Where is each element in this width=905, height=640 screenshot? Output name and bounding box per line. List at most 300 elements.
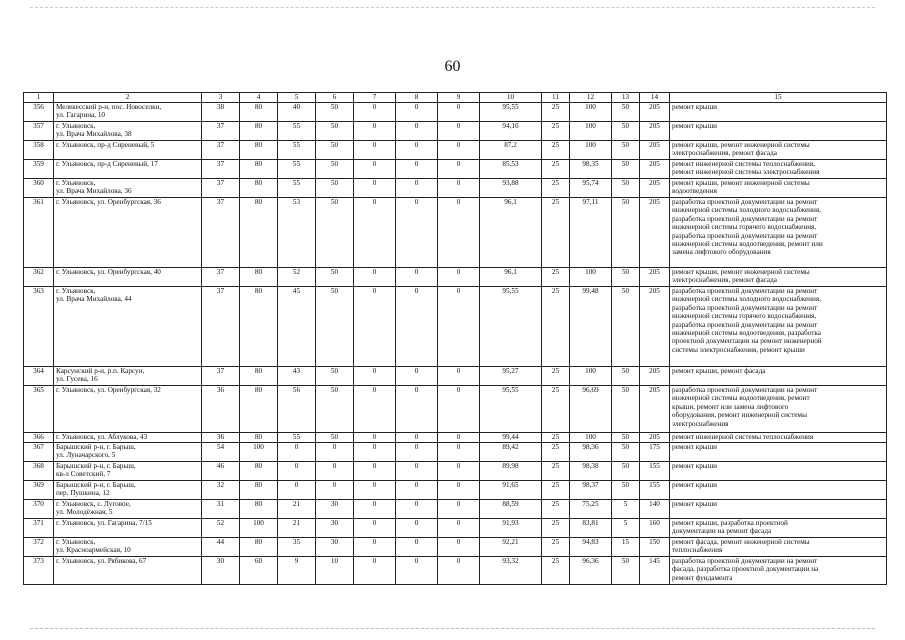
cell-col-4: 80 (240, 160, 278, 179)
cell-col-12: 100 (570, 367, 612, 386)
table-row (24, 500, 887, 519)
cell-col-7: 0 (354, 481, 396, 500)
cell-col-7: 0 (354, 462, 396, 481)
cell-col-14: 175 (640, 443, 670, 462)
cell-col-11: 25 (542, 481, 570, 500)
cell-col-6: 0 (316, 481, 354, 500)
address-cell: Мелекесский р-н, пос. Новоселки, ул. Гагарина, 10 (54, 103, 202, 122)
cell-col-7: 0 (354, 557, 396, 585)
work-type-cell: ремонт инженерной системы теплоснабжения, ремонт инженерной системы электроснабжения (670, 160, 887, 179)
cell-col-10: 95,55 (480, 103, 542, 122)
cell-col-7: 0 (354, 122, 396, 141)
cell-col-5: 21 (278, 519, 316, 538)
cell-col-6: 30 (316, 500, 354, 519)
address-cell: г. Ульяновск, ул. Красноармейская, 10 (54, 538, 202, 557)
work-type-cell: ремонт крыши (670, 500, 887, 519)
cell-col-12: 75,25 (570, 500, 612, 519)
cell-col-4: 80 (240, 433, 278, 443)
cell-col-14: 205 (640, 141, 670, 160)
cell-col-11: 25 (542, 103, 570, 122)
cell-col-5: 35 (278, 538, 316, 557)
table-row (24, 160, 887, 179)
column-header-6: 6 (316, 93, 354, 103)
cell-col-9: 0 (438, 268, 480, 287)
cell-col-3: 37 (202, 367, 240, 386)
table-header (24, 93, 887, 103)
cell-col-14: 205 (640, 367, 670, 386)
cell-col-4: 80 (240, 500, 278, 519)
cell-col-8: 0 (396, 443, 438, 462)
address-cell: Барышский р-н, г. Барыш, кв-л Советский, 7 (54, 462, 202, 481)
cell-col-11: 25 (542, 433, 570, 443)
cell-col-4: 80 (240, 287, 278, 367)
column-header-15: 15 (670, 93, 887, 103)
cell-col-13: 50 (612, 160, 640, 179)
cell-col-10: 91,93 (480, 519, 542, 538)
work-type-cell: ремонт крыши, ремонт инженерной системы водоотведения (670, 179, 887, 198)
cell-col-6: 50 (316, 386, 354, 433)
cell-col-11: 25 (542, 287, 570, 367)
cell-col-10: 85,53 (480, 160, 542, 179)
cell-col-3: 36 (202, 386, 240, 433)
cell-col-7: 0 (354, 367, 396, 386)
address-cell: г. Ульяновск, ул. Оренбургская, 40 (54, 268, 202, 287)
cell-col-7: 0 (354, 268, 396, 287)
cell-col-9: 0 (438, 386, 480, 433)
cell-col-4: 80 (240, 462, 278, 481)
address-cell: г. Ульяновск, ул. Оренбургская, 36 (54, 198, 202, 268)
cell-col-7: 0 (354, 386, 396, 433)
cell-col-5: 55 (278, 141, 316, 160)
cell-col-3: 37 (202, 198, 240, 268)
address-cell: г. Ульяновск, ул. Рябикова, 67 (54, 557, 202, 585)
table-row (24, 481, 887, 500)
cell-col-6: 30 (316, 519, 354, 538)
cell-col-10: 92,21 (480, 538, 542, 557)
cell-col-5: 0 (278, 481, 316, 500)
table-row (24, 198, 887, 268)
cell-col-12: 98,36 (570, 443, 612, 462)
cell-col-11: 25 (542, 519, 570, 538)
cell-col-10: 93,32 (480, 557, 542, 585)
cell-col-6: 50 (316, 103, 354, 122)
cell-col-3: 37 (202, 160, 240, 179)
cell-col-12: 98,38 (570, 462, 612, 481)
cell-col-11: 25 (542, 367, 570, 386)
cell-col-3: 37 (202, 268, 240, 287)
row-number-cell: 373 (24, 557, 54, 585)
cell-col-5: 56 (278, 386, 316, 433)
row-number-cell: 367 (24, 443, 54, 462)
cell-col-12: 97,11 (570, 198, 612, 268)
cell-col-4: 80 (240, 268, 278, 287)
cell-col-14: 205 (640, 103, 670, 122)
cell-col-10: 95,55 (480, 386, 542, 433)
cell-col-5: 9 (278, 557, 316, 585)
work-type-cell: ремонт крыши (670, 481, 887, 500)
cell-col-5: 55 (278, 122, 316, 141)
cell-col-14: 205 (640, 179, 670, 198)
cell-col-14: 205 (640, 198, 670, 268)
cell-col-10: 93,88 (480, 179, 542, 198)
scan-edge-bottom (30, 628, 875, 629)
cell-col-10: 96,1 (480, 198, 542, 268)
cell-col-13: 50 (612, 462, 640, 481)
cell-col-14: 205 (640, 287, 670, 367)
cell-col-6: 50 (316, 160, 354, 179)
cell-col-3: 54 (202, 443, 240, 462)
cell-col-9: 0 (438, 367, 480, 386)
cell-col-12: 96,69 (570, 386, 612, 433)
cell-col-3: 30 (202, 557, 240, 585)
work-type-cell: ремонт крыши (670, 462, 887, 481)
column-header-2: 2 (54, 93, 202, 103)
cell-col-12: 100 (570, 141, 612, 160)
cell-col-9: 0 (438, 557, 480, 585)
column-header-9: 9 (438, 93, 480, 103)
cell-col-6: 50 (316, 367, 354, 386)
column-header-11: 11 (542, 93, 570, 103)
cell-col-8: 0 (396, 122, 438, 141)
cell-col-9: 0 (438, 122, 480, 141)
cell-col-12: 94,83 (570, 538, 612, 557)
address-cell: г. Ульяновск, ул. Врача Михайлова, 38 (54, 122, 202, 141)
work-type-cell: ремонт крыши (670, 122, 887, 141)
cell-col-11: 25 (542, 268, 570, 287)
cell-col-3: 37 (202, 287, 240, 367)
cell-col-5: 53 (278, 198, 316, 268)
cell-col-9: 0 (438, 103, 480, 122)
page-number: 60 (444, 58, 461, 75)
cell-col-14: 205 (640, 122, 670, 141)
cell-col-3: 44 (202, 538, 240, 557)
cell-col-13: 50 (612, 141, 640, 160)
cell-col-4: 80 (240, 386, 278, 433)
cell-col-8: 0 (396, 538, 438, 557)
work-type-cell: разработка проектной документации на ремонт фасада, разработка проектной документации на ремонт фундамента (670, 557, 887, 585)
row-number-cell: 364 (24, 367, 54, 386)
row-number-cell: 362 (24, 268, 54, 287)
repair-schedule-table (23, 92, 887, 585)
table-body (24, 103, 887, 585)
row-number-cell: 359 (24, 160, 54, 179)
cell-col-6: 50 (316, 433, 354, 443)
cell-col-4: 80 (240, 179, 278, 198)
table-row (24, 443, 887, 462)
column-header-13: 13 (612, 93, 640, 103)
cell-col-13: 5 (612, 519, 640, 538)
cell-col-5: 55 (278, 160, 316, 179)
cell-col-12: 95,74 (570, 179, 612, 198)
cell-col-7: 0 (354, 198, 396, 268)
cell-col-13: 50 (612, 198, 640, 268)
cell-col-14: 140 (640, 500, 670, 519)
cell-col-14: 155 (640, 481, 670, 500)
cell-col-8: 0 (396, 268, 438, 287)
row-number-cell: 358 (24, 141, 54, 160)
cell-col-10: 95,55 (480, 287, 542, 367)
cell-col-12: 100 (570, 122, 612, 141)
cell-col-3: 37 (202, 179, 240, 198)
work-type-cell: разработка проектной документации на ремонт инженерной системы холодного водоснабжения, разработка проектной документации на ремонт инженерной системы горячего водоснабжения, разработка проектной документации на ремонт инженерной системы водоотведения, ремонт или замена лифтового оборудования (670, 198, 887, 268)
cell-col-6: 10 (316, 557, 354, 585)
cell-col-4: 100 (240, 443, 278, 462)
table-row (24, 268, 887, 287)
cell-col-8: 0 (396, 103, 438, 122)
cell-col-6: 50 (316, 122, 354, 141)
table-row (24, 141, 887, 160)
cell-col-12: 99,48 (570, 287, 612, 367)
cell-col-8: 0 (396, 519, 438, 538)
cell-col-11: 25 (542, 443, 570, 462)
cell-col-4: 100 (240, 519, 278, 538)
column-header-3: 3 (202, 93, 240, 103)
cell-col-9: 0 (438, 443, 480, 462)
cell-col-13: 50 (612, 179, 640, 198)
column-header-10: 10 (480, 93, 542, 103)
cell-col-9: 0 (438, 141, 480, 160)
table-row (24, 179, 887, 198)
column-header-4: 4 (240, 93, 278, 103)
cell-col-11: 25 (542, 462, 570, 481)
cell-col-11: 25 (542, 386, 570, 433)
work-type-cell: ремонт инженерной системы теплоснабжения (670, 433, 887, 443)
cell-col-5: 55 (278, 179, 316, 198)
row-number-cell: 369 (24, 481, 54, 500)
cell-col-12: 100 (570, 103, 612, 122)
cell-col-4: 80 (240, 367, 278, 386)
cell-col-12: 83,81 (570, 519, 612, 538)
cell-col-14: 205 (640, 160, 670, 179)
cell-col-13: 15 (612, 538, 640, 557)
cell-col-10: 91,65 (480, 481, 542, 500)
cell-col-14: 155 (640, 462, 670, 481)
row-number-cell: 356 (24, 103, 54, 122)
row-number-cell: 372 (24, 538, 54, 557)
cell-col-5: 21 (278, 500, 316, 519)
cell-col-5: 0 (278, 443, 316, 462)
cell-col-11: 25 (542, 198, 570, 268)
cell-col-13: 5 (612, 500, 640, 519)
cell-col-9: 0 (438, 519, 480, 538)
cell-col-8: 0 (396, 287, 438, 367)
cell-col-9: 0 (438, 481, 480, 500)
cell-col-7: 0 (354, 287, 396, 367)
cell-col-7: 0 (354, 179, 396, 198)
address-cell: г. Ульяновск, ул. Врача Михайлова, 36 (54, 179, 202, 198)
cell-col-6: 50 (316, 141, 354, 160)
cell-col-14: 160 (640, 519, 670, 538)
cell-col-13: 50 (612, 103, 640, 122)
cell-col-11: 25 (542, 500, 570, 519)
cell-col-3: 31 (202, 500, 240, 519)
column-header-7: 7 (354, 93, 396, 103)
row-number-cell: 366 (24, 433, 54, 443)
cell-col-12: 98,35 (570, 160, 612, 179)
cell-col-6: 50 (316, 179, 354, 198)
cell-col-10: 94,16 (480, 122, 542, 141)
cell-col-13: 50 (612, 287, 640, 367)
cell-col-8: 0 (396, 179, 438, 198)
address-cell: г. Ульяновск, с. Луговое, ул. Молодёжная, 5 (54, 500, 202, 519)
cell-col-8: 0 (396, 500, 438, 519)
cell-col-7: 0 (354, 443, 396, 462)
column-header-8: 8 (396, 93, 438, 103)
work-type-cell: ремонт крыши (670, 103, 887, 122)
header-row (24, 93, 887, 103)
cell-col-8: 0 (396, 141, 438, 160)
cell-col-7: 0 (354, 519, 396, 538)
cell-col-11: 25 (542, 160, 570, 179)
table-row (24, 519, 887, 538)
work-type-cell: ремонт фасада, ремонт инженерной системы теплоснабжения (670, 538, 887, 557)
cell-col-14: 205 (640, 268, 670, 287)
cell-col-13: 50 (612, 268, 640, 287)
address-cell: г. Ульяновск, ул. Врача Михайлова, 44 (54, 287, 202, 367)
cell-col-8: 0 (396, 433, 438, 443)
table-row (24, 367, 887, 386)
cell-col-7: 0 (354, 538, 396, 557)
table-row (24, 122, 887, 141)
work-type-cell: разработка проектной документации на ремонт инженерной системы водоотведения, ремонт крыши, ремонт или замена лифтового оборудования, ремонт инженерной системы электроснабжения (670, 386, 887, 433)
work-type-cell: ремонт крыши, разработка проектной документации на ремонт фасада (670, 519, 887, 538)
cell-col-9: 0 (438, 179, 480, 198)
cell-col-7: 0 (354, 103, 396, 122)
cell-col-10: 87,2 (480, 141, 542, 160)
table-row (24, 557, 887, 585)
cell-col-4: 80 (240, 141, 278, 160)
cell-col-10: 89,98 (480, 462, 542, 481)
cell-col-10: 99,44 (480, 433, 542, 443)
cell-col-5: 0 (278, 462, 316, 481)
row-number-cell: 370 (24, 500, 54, 519)
cell-col-8: 0 (396, 386, 438, 433)
cell-col-14: 145 (640, 557, 670, 585)
cell-col-3: 38 (202, 103, 240, 122)
cell-col-5: 52 (278, 268, 316, 287)
row-number-cell: 368 (24, 462, 54, 481)
cell-col-8: 0 (396, 198, 438, 268)
cell-col-14: 150 (640, 538, 670, 557)
column-header-12: 12 (570, 93, 612, 103)
scan-edge-top (30, 7, 875, 8)
work-type-cell: ремонт крыши, ремонт инженерной системы электроснабжения, ремонт фасада (670, 141, 887, 160)
cell-col-6: 50 (316, 268, 354, 287)
cell-col-6: 50 (316, 287, 354, 367)
cell-col-9: 0 (438, 287, 480, 367)
cell-col-8: 0 (396, 160, 438, 179)
cell-col-12: 100 (570, 268, 612, 287)
cell-col-7: 0 (354, 500, 396, 519)
cell-col-4: 80 (240, 122, 278, 141)
cell-col-13: 50 (612, 443, 640, 462)
cell-col-6: 50 (316, 198, 354, 268)
address-cell: г. Ульяновск, ул. Гагарина, 7/15 (54, 519, 202, 538)
cell-col-13: 50 (612, 367, 640, 386)
table-row (24, 103, 887, 122)
table-row (24, 462, 887, 481)
cell-col-11: 25 (542, 538, 570, 557)
cell-col-13: 50 (612, 386, 640, 433)
cell-col-14: 205 (640, 433, 670, 443)
cell-col-13: 50 (612, 433, 640, 443)
column-header-5: 5 (278, 93, 316, 103)
cell-col-8: 0 (396, 367, 438, 386)
cell-col-8: 0 (396, 557, 438, 585)
address-cell: Карсунский р-н, р.п. Карсун, ул. Гусева, 16 (54, 367, 202, 386)
cell-col-6: 30 (316, 538, 354, 557)
row-number-cell: 365 (24, 386, 54, 433)
row-number-cell: 360 (24, 179, 54, 198)
address-cell: Барышский р-н, г. Барыш, ул. Луначарского, 5 (54, 443, 202, 462)
cell-col-11: 25 (542, 179, 570, 198)
cell-col-10: 96,1 (480, 268, 542, 287)
cell-col-6: 0 (316, 443, 354, 462)
column-header-1: 1 (24, 93, 54, 103)
cell-col-11: 25 (542, 557, 570, 585)
cell-col-4: 80 (240, 538, 278, 557)
address-cell: г. Ульяновск, пр-д Сиреневый, 17 (54, 160, 202, 179)
row-number-cell: 363 (24, 287, 54, 367)
address-cell: г. Ульяновск, ул. Аблукова, 43 (54, 433, 202, 443)
cell-col-5: 55 (278, 433, 316, 443)
work-type-cell: ремонт крыши, ремонт фасада (670, 367, 887, 386)
cell-col-4: 80 (240, 198, 278, 268)
cell-col-4: 80 (240, 103, 278, 122)
work-type-cell: разработка проектной документации на ремонт инженерной системы холодного водоснабжения, разработка проектной документации на ремонт инженерной системы горячего водоснабжения, разработка проектной документации на ремонт инженерной системы водоотведения, разработка проектной документации на ремонт инженерной системы электроснабжения, ремонт крыши (670, 287, 887, 367)
cell-col-9: 0 (438, 433, 480, 443)
column-header-14: 14 (640, 93, 670, 103)
work-type-cell: ремонт крыши, ремонт инженерной системы электроснабжения, ремонт фасада (670, 268, 887, 287)
cell-col-13: 50 (612, 481, 640, 500)
cell-col-9: 0 (438, 198, 480, 268)
cell-col-7: 0 (354, 433, 396, 443)
cell-col-4: 80 (240, 481, 278, 500)
cell-col-3: 32 (202, 481, 240, 500)
cell-col-9: 0 (438, 462, 480, 481)
cell-col-5: 43 (278, 367, 316, 386)
cell-col-7: 0 (354, 141, 396, 160)
cell-col-6: 0 (316, 462, 354, 481)
cell-col-8: 0 (396, 481, 438, 500)
cell-col-10: 95,27 (480, 367, 542, 386)
work-type-cell: ремонт крыши (670, 443, 887, 462)
table-row (24, 287, 887, 367)
cell-col-5: 45 (278, 287, 316, 367)
row-number-cell: 371 (24, 519, 54, 538)
cell-col-14: 205 (640, 386, 670, 433)
address-cell: Барышский р-н, г. Барыш, пер. Пушкина, 12 (54, 481, 202, 500)
cell-col-10: 88,59 (480, 500, 542, 519)
cell-col-11: 25 (542, 122, 570, 141)
cell-col-3: 37 (202, 122, 240, 141)
cell-col-13: 50 (612, 557, 640, 585)
cell-col-9: 0 (438, 538, 480, 557)
cell-col-13: 50 (612, 122, 640, 141)
cell-col-12: 100 (570, 433, 612, 443)
cell-col-3: 37 (202, 141, 240, 160)
cell-col-4: 60 (240, 557, 278, 585)
row-number-cell: 357 (24, 122, 54, 141)
cell-col-10: 89,42 (480, 443, 542, 462)
address-cell: г. Ульяновск, пр-д Сиреневый, 5 (54, 141, 202, 160)
table-row (24, 386, 887, 433)
cell-col-12: 96,36 (570, 557, 612, 585)
address-cell: г. Ульяновск, ул. Оренбургская, 32 (54, 386, 202, 433)
cell-col-9: 0 (438, 500, 480, 519)
cell-col-3: 46 (202, 462, 240, 481)
cell-col-5: 40 (278, 103, 316, 122)
